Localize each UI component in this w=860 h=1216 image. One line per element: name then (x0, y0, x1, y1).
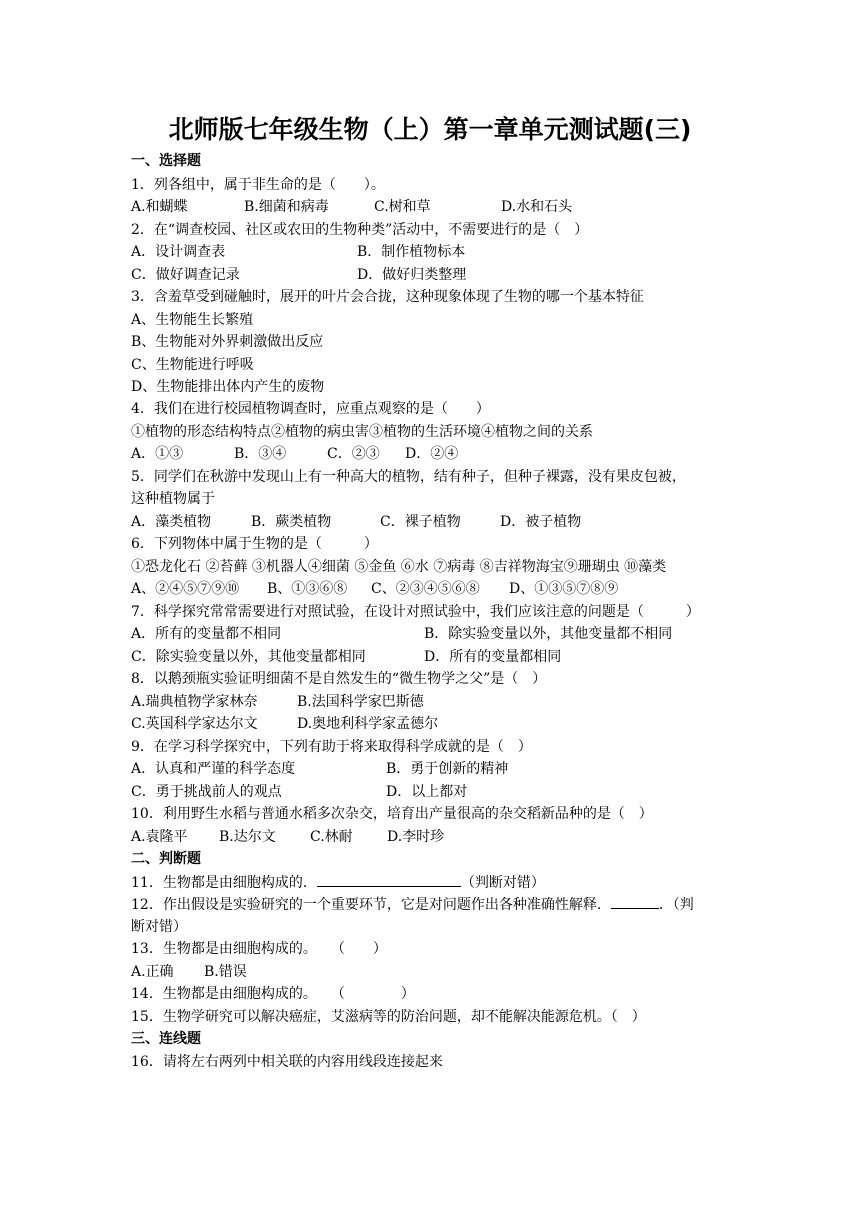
question-6-option-a: A、②④⑤⑦⑨⑩ (131, 581, 240, 597)
question-9-options-row2 (131, 781, 731, 803)
question-8-option-b: B.法国科学家巴斯德 (297, 694, 424, 710)
question-7-options-row1 (131, 623, 731, 645)
question-10-option-a: A.袁隆平 (131, 829, 188, 845)
question-3-option-a: A、生物能生长繁殖 (131, 312, 254, 328)
question-2-stem: 2．在“调查校园、社区或农田的生物种类”活动中，不需要进行的是（ ） (131, 222, 589, 238)
question-3-stem: 3．含羞草受到碰触时，展开的叶片会合拢，这种现象体现了生物的哪一个基本特征 (131, 289, 644, 305)
question-8-option-d: D.奥地利科学家孟德尔 (297, 716, 439, 732)
question-4-option-a: A．①③ (131, 446, 184, 462)
question-11-text: 11．生物都是由细胞构成的． (131, 875, 317, 891)
question-12-cont: 断对错） (131, 919, 187, 935)
question-5-stem-cont: 这种植物属于 (131, 491, 215, 507)
question-1-option-d: D.水和石头 (501, 199, 573, 215)
question-5-stem: 5．同学们在秋游中发现山上有一种高大的植物，结有种子，但种子裸露，没有果皮包被， (131, 469, 686, 485)
question-4-items: ①植物的形态结构特点②植物的病虫害③植物的生活环境④植物之间的关系 (131, 424, 593, 440)
question-7-option-b: B．除实验变量以外，其他变量都不相同 (424, 626, 673, 642)
question-7-stem: 7．科学探究常常需要进行对照试验，在设计对照试验中，我们应该注意的问题是（ ） (131, 604, 700, 620)
question-9-option-c: C．勇于挑战前人的观点 (131, 784, 282, 800)
question-9-option-b: B．勇于创新的精神 (386, 761, 509, 777)
question-1-option-c: C.树和草 (374, 199, 431, 215)
question-8-stem: 8．以鹅颈瓶实验证明细菌不是自然发生的“微生物学之父”是（ ） (131, 671, 547, 687)
question-6-option-b: B、①③⑥⑧ (267, 581, 348, 597)
question-13-stem: 13．生物都是由细胞构成的。 （ ） (131, 941, 387, 957)
question-9-stem: 9．在学习科学探究中，下列有助于将来取得科学成就的是（ ） (131, 739, 532, 755)
question-5-option-b: B．蕨类植物 (251, 514, 332, 530)
question-11-suffix: （判断对错） (460, 875, 545, 891)
question-8-options-row2 (131, 713, 731, 735)
question-3-option-c: C、生物能进行呼吸 (131, 357, 254, 373)
question-14-stem: 14．生物都是由细胞构成的。 （ ） (131, 986, 415, 1002)
question-9-options-row1 (131, 758, 731, 780)
question-7-option-c: C．除实验变量以外，其他变量都相同 (131, 649, 366, 665)
question-9-option-d: D．以上都对 (386, 784, 468, 800)
question-4-option-c: C．②③ (327, 446, 380, 462)
question-5-option-a: A．藻类植物 (131, 514, 212, 530)
question-10-option-b: B.达尔文 (219, 829, 276, 845)
question-7-options-row2 (131, 646, 731, 668)
question-1-option-a: A.和蝴蝶 (131, 199, 188, 215)
question-7-option-a: A．所有的变量都不相同 (131, 626, 282, 642)
question-13-option-a: A.正确 (131, 964, 174, 980)
question-10-options (131, 826, 731, 848)
question-11 (131, 871, 545, 893)
question-5-option-d: D．被子植物 (500, 514, 582, 530)
question-4-option-b: B．③④ (234, 446, 287, 462)
question-12-text: 12．作出假设是实验研究的一个重要环节，它是对问题作出各种准确性解释． (131, 897, 611, 913)
question-4-options (131, 443, 731, 465)
question-13-option-b: B.错误 (204, 964, 247, 980)
page-title: 北师版七年级生物（上）第一章单元测试题(三) (168, 115, 692, 144)
question-2-option-c: C．做好调查记录 (131, 267, 240, 283)
question-10-option-c: C.林耐 (310, 829, 353, 845)
question-2-option-a: A．设计调查表 (131, 244, 226, 260)
question-10-stem: 10．利用野生水稻与普通水稻多次杂交，培育出产量很高的杂交稻新品种的是（ ） (131, 806, 653, 822)
question-8-options-row1 (131, 691, 731, 713)
question-12 (131, 893, 694, 915)
question-2-options-row2 (131, 264, 731, 286)
question-15-stem: 15．生物学研究可以解决癌症，艾滋病等的防治问题，却不能解决能源危机。（ ） (131, 1009, 646, 1025)
question-1-stem: 1．列各组中，属于非生命的是（ ）。 (131, 177, 385, 193)
question-2-option-d: D．做好归类整理 (357, 267, 467, 283)
question-12-answer-blank[interactable] (611, 893, 659, 909)
question-6-items: ①恐龙化石 ②苔藓 ③机器人④细菌 ⑤金鱼 ⑥水 ⑦病毒 ⑧吉祥物海宝⑨珊瑚虫 ⑩藻类 (131, 559, 667, 575)
question-8-option-a: A.瑞典植物学家林奈 (131, 694, 258, 710)
section-match-heading: 三、连线题 (131, 1031, 201, 1047)
question-3-option-d: D、生物能排出体内产生的废物 (131, 379, 325, 395)
question-7-option-d: D．所有的变量都相同 (424, 649, 562, 665)
question-13-options (131, 961, 731, 983)
question-1-options (131, 196, 731, 218)
question-4-stem: 4．我们在进行校园植物调查时，应重点观察的是（ ） (131, 401, 490, 417)
question-3-option-b: B、生物能对外界刺激做出反应 (131, 334, 324, 350)
question-4-option-d: D．②④ (405, 446, 459, 462)
question-6-option-d: D、①③⑤⑦⑧⑨ (509, 581, 619, 597)
question-5-option-c: C．裸子植物 (380, 514, 461, 530)
question-2-option-b: B．制作植物标本 (357, 244, 466, 260)
question-6-stem: 6．下列物体中属于生物的是（ ） (131, 536, 378, 552)
question-2-options-row1 (131, 241, 731, 263)
question-16-stem: 16．请将左右两列中相关联的内容用线段连接起来 (131, 1054, 443, 1070)
question-1-option-b: B.细菌和病毒 (244, 199, 329, 215)
question-6-option-c: C、②③④⑤⑥⑧ (371, 581, 480, 597)
section-choice-heading: 一、选择题 (131, 153, 201, 169)
section-judge-heading: 二、判断题 (131, 851, 201, 867)
question-10-option-d: D.李时珍 (387, 829, 445, 845)
question-8-option-c: C.英国科学家达尔文 (131, 716, 258, 732)
question-5-options (131, 511, 731, 533)
question-6-options (131, 578, 731, 600)
question-9-option-a: A．认真和严谨的科学态度 (131, 761, 296, 777)
question-12-suffix: ．（判 (658, 897, 694, 913)
question-11-answer-blank[interactable] (317, 871, 461, 887)
